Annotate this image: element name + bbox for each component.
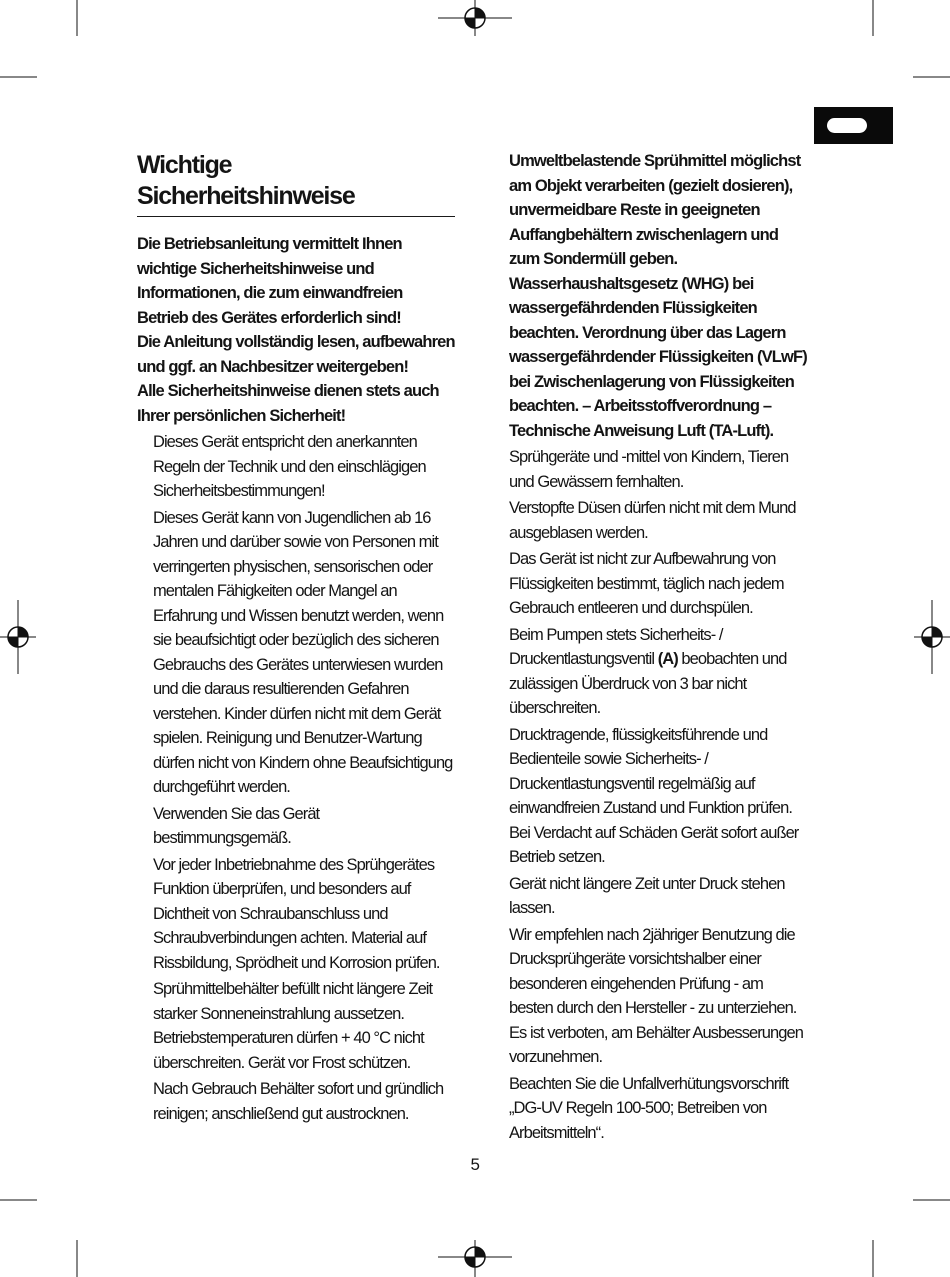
safety-note: Sprühmittelbehälter befüllt nicht längere Zeit starker Sonneneinstrahlung aussetzen. Betriebstemperaturen dürfen + 40 °C nicht überschreiten. Gerät vor Frost schützen. bbox=[153, 980, 433, 1072]
registration-target-right bbox=[922, 627, 942, 647]
title-line: Wichtige bbox=[137, 151, 232, 179]
registration-target-top bbox=[465, 8, 485, 28]
left-column bbox=[137, 150, 455, 1126]
environment-notice: Umweltbelastende Sprühmittel möglichst am Objekt verarbeiten (gezielt dosieren), unvermeidbare Reste in geeigneten Auffangbehältern zwischenlagern und zum Sondermüll geben. Wasserhaushaltsgesetz (WHG) bei wassergefährdenden Flüssigkeiten beachten. Verordnung über das Lagern wassergefährdender Flüssigkeiten (VLwF) bei Zwischenlagerung von Flüssigkeiten beachten. – Arbeitsstoffverordnung – Technische Anweisung Luft (TA-Luft). bbox=[509, 152, 807, 440]
valve-label: (A) bbox=[657, 650, 678, 668]
safety-note: Drucktragende, flüssigkeitsführende und Bedienteile sowie Sicherheits- / Druckentlastungsventil regelmäßig auf einwandfreien Zustand und Funktion prüfen. Bei Verdacht auf Schäden Gerät sofort außer Betrieb setzen. bbox=[509, 725, 799, 866]
bold-intro-paragraph: Die Betriebsanleitung vermittelt Ihnen wichtige Sicherheitshinweise und Informationen, die zum einwandfreien Betrieb des Gerätes erforderlich sind! bbox=[137, 235, 403, 327]
safety-note: Nach Gebrauch Behälter sofort und gründlich reinigen; anschließend gut austrocknen. bbox=[153, 1080, 444, 1123]
safety-note: Dieses Gerät entspricht den anerkannten Regeln der Technik und den einschlägigen Sicherheitsbestimmungen! bbox=[153, 433, 426, 500]
safety-note: Beachten Sie die Unfallverhütungsvorschrift „DG-UV Regeln 100-500; Betreiben von Arbeitsmitteln“. bbox=[509, 1074, 789, 1142]
safety-note: Gerät nicht längere Zeit unter Druck stehen lassen. bbox=[509, 874, 785, 917]
safety-notes-list bbox=[137, 430, 455, 1126]
language-tab-pill bbox=[827, 118, 867, 133]
safety-note: Verstopfte Düsen dürfen nicht mit dem Mund ausgeblasen werden. bbox=[509, 499, 796, 542]
valve-note-text: beobachten und zulässigen Überdruck von 3 bar nicht überschreiten. bbox=[509, 650, 787, 717]
safety-note: Verwenden Sie das Gerät bestimmungsgemäß. bbox=[153, 804, 320, 847]
safety-note: Sprühgeräte und -mittel von Kindern, Tieren und Gewässern fernhalten. bbox=[509, 448, 789, 491]
valve-note-text: Beim Pumpen stets Sicherheits- / Druckentlastungsventil bbox=[509, 625, 723, 668]
page-number: 5 bbox=[470, 1155, 480, 1174]
valve-note bbox=[509, 623, 809, 721]
title-line: Sicherheitshinweise bbox=[137, 182, 355, 210]
page-title bbox=[137, 150, 455, 217]
safety-note: Dieses Gerät kann von Jugendlichen ab 16 Jahren und darüber sowie von Personen mit verringerten physischen, sensorischen oder mentalen Fähigkeiten oder Mangel an Erfahrung und Wissen benutzt werden, wenn sie beaufsichtigt oder bezüglich des sicheren Gebrauchs des Gerätes unterwiesen wurden und die daraus resultierenden Gefahren verstehen. Kinder dürfen nicht mit dem Gerät spielen. Reinigung und Benutzer-Wartung dürfen nicht von Kindern ohne Beaufsichtigung durchgeführt werden. bbox=[153, 508, 453, 796]
bold-intro-paragraph: Die Anleitung vollständig lesen, aufbewahren und ggf. an Nachbesitzer weitergeben! bbox=[137, 333, 455, 376]
right-column bbox=[509, 149, 809, 1145]
registration-target-left bbox=[8, 627, 28, 647]
bold-intro-paragraph: Alle Sicherheitshinweise dienen stets auch Ihrer persönlichen Sicherheit! bbox=[137, 382, 439, 425]
language-tab bbox=[814, 107, 893, 144]
safety-note: Vor jeder Inbetriebnahme des Sprühgerätes Funktion überprüfen, und besonders auf Dichtheit von Schraubanschluss und Schraubverbindungen achten. Material auf Rissbildung, Sprödheit und Korrosion prüfen. bbox=[153, 855, 440, 972]
safety-note: Das Gerät ist nicht zur Aufbewahrung von Flüssigkeiten bestimmt, täglich nach jedem Gebrauch entleeren und durchspülen. bbox=[509, 550, 784, 617]
safety-note: Wir empfehlen nach 2jähriger Benutzung die Drucksprühgeräte vorsichtshalber einer besonderen eingehenden Prüfung - am besten durch den Hersteller - zu unterziehen. Es ist verboten, am Behälter Ausbesserungen vorzunehmen. bbox=[509, 925, 803, 1066]
registration-target-bottom bbox=[465, 1247, 485, 1267]
